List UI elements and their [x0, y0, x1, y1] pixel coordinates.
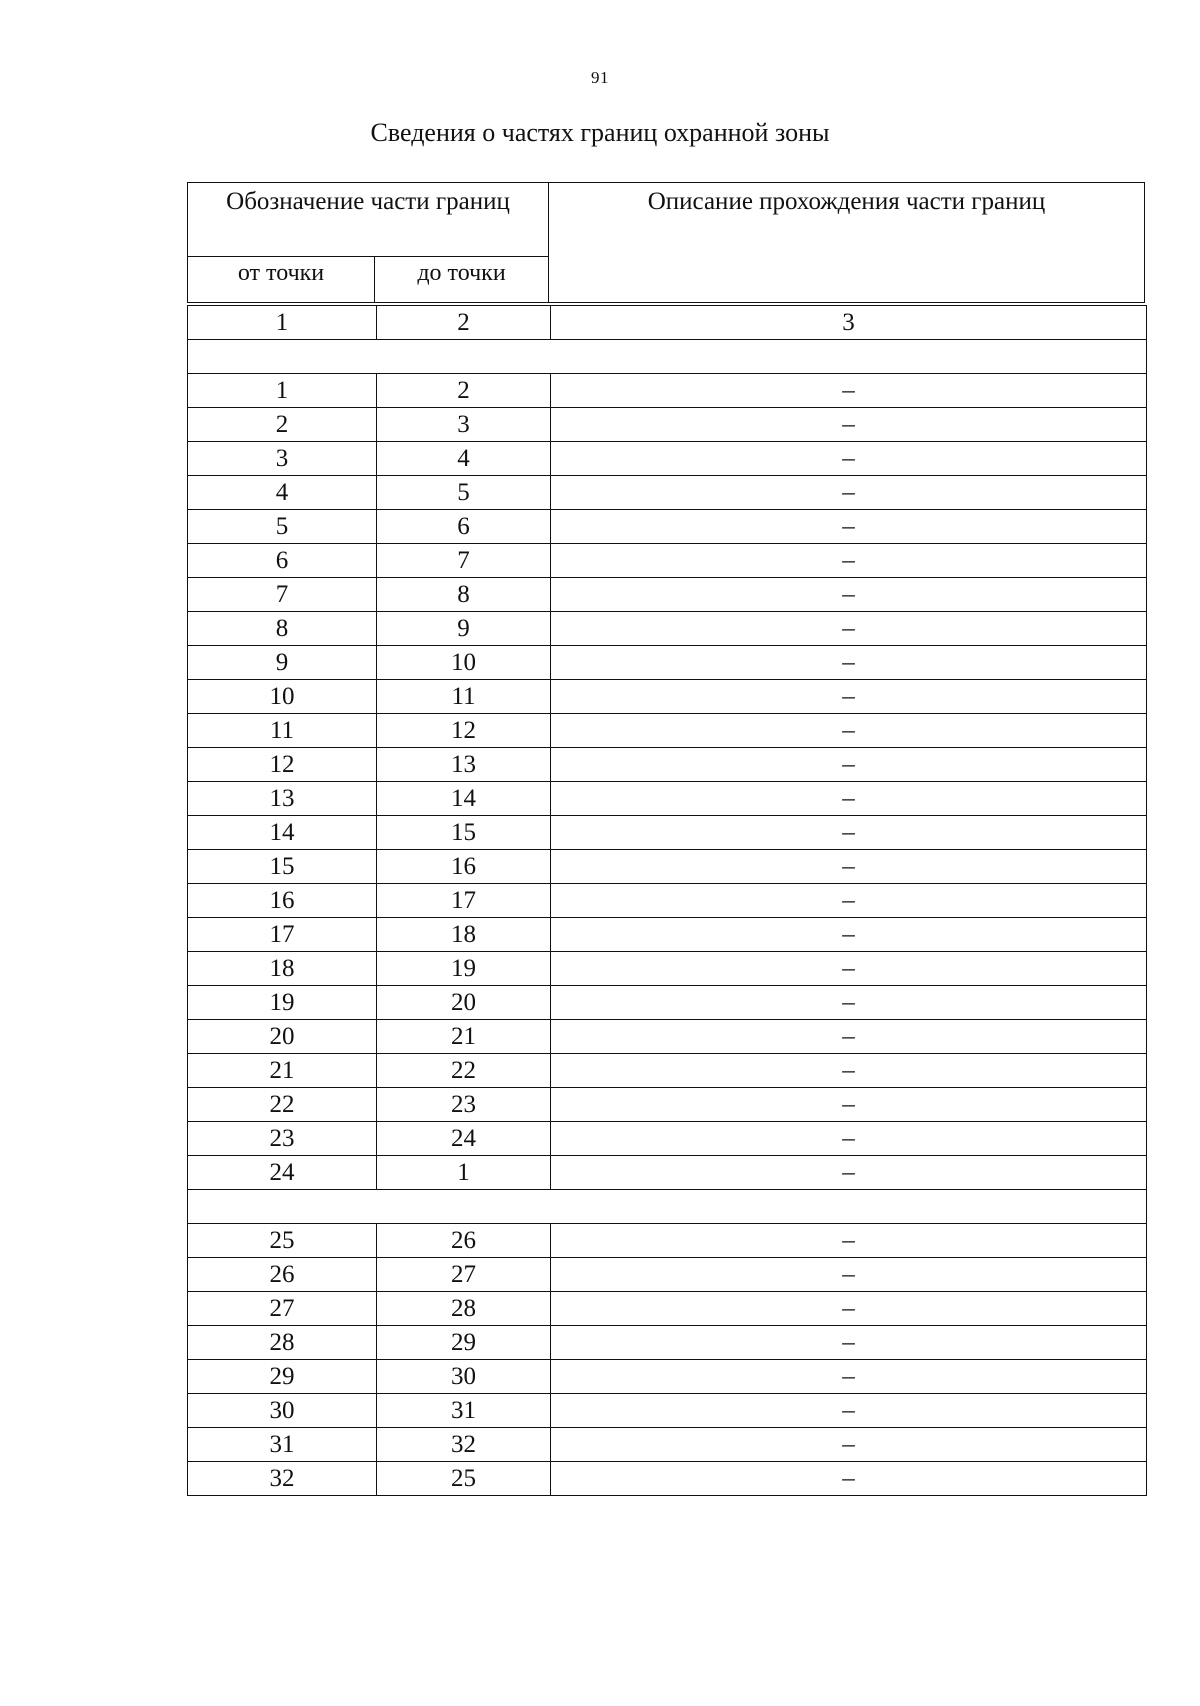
table-row: [188, 782, 1147, 816]
column-number-cell: 1: [188, 306, 377, 340]
description-cell: –: [551, 680, 1147, 714]
table-row: [188, 1428, 1147, 1462]
description-cell: –: [551, 612, 1147, 646]
to-point-cell: 2: [377, 374, 551, 408]
from-point-cell: 23: [188, 1122, 377, 1156]
to-point-cell: 15: [377, 816, 551, 850]
table-row: [188, 544, 1147, 578]
table-row: [188, 1462, 1147, 1496]
description-cell: –: [551, 1326, 1147, 1360]
table-row: [188, 1258, 1147, 1292]
to-point-cell: 13: [377, 748, 551, 782]
table-row: [188, 1394, 1147, 1428]
table-row: [188, 1360, 1147, 1394]
to-point-cell: 24: [377, 1122, 551, 1156]
description-cell: –: [551, 1462, 1147, 1496]
from-point-cell: 26: [188, 1258, 377, 1292]
to-point-cell: 9: [377, 612, 551, 646]
from-point-cell: 16: [188, 884, 377, 918]
to-point-cell: 6: [377, 510, 551, 544]
to-point-cell: 20: [377, 986, 551, 1020]
from-point-cell: 18: [188, 952, 377, 986]
table-row: [188, 408, 1147, 442]
section-separator-cell: [188, 340, 1147, 374]
from-point-cell: 1: [188, 374, 377, 408]
table-row: [188, 612, 1147, 646]
table-row: [188, 748, 1147, 782]
from-point-cell: 30: [188, 1394, 377, 1428]
description-cell: –: [551, 850, 1147, 884]
to-point-cell: 1: [377, 1156, 551, 1190]
to-point-cell: 3: [377, 408, 551, 442]
table-row: [188, 1326, 1147, 1360]
page-number: 91: [591, 68, 609, 87]
column-number-cell: 3: [551, 306, 1147, 340]
description-cell: –: [551, 714, 1147, 748]
from-point-cell: 14: [188, 816, 377, 850]
description-cell: –: [551, 1292, 1147, 1326]
table-row: [188, 646, 1147, 680]
description-cell: –: [551, 918, 1147, 952]
table-row: [188, 1054, 1147, 1088]
from-point-cell: 25: [188, 1224, 377, 1258]
to-point-cell: 7: [377, 544, 551, 578]
table-row: [188, 1156, 1147, 1190]
table-row: [188, 884, 1147, 918]
table-body: [188, 306, 1147, 1496]
to-point-cell: 11: [377, 680, 551, 714]
section-separator-row: [188, 1190, 1147, 1224]
column-number-row: [188, 306, 1147, 340]
description-cell: –: [551, 646, 1147, 680]
description-cell: –: [551, 476, 1147, 510]
table-row: [188, 1224, 1147, 1258]
from-point-cell: 21: [188, 1054, 377, 1088]
to-point-cell: 31: [377, 1394, 551, 1428]
from-point-cell: 31: [188, 1428, 377, 1462]
description-cell: –: [551, 1258, 1147, 1292]
to-point-cell: 26: [377, 1224, 551, 1258]
description-cell: –: [551, 1156, 1147, 1190]
document-title: Сведения о частях границ охранной зоны: [370, 118, 830, 147]
description-cell: –: [551, 1394, 1147, 1428]
to-point-cell: 29: [377, 1326, 551, 1360]
from-point-cell: 15: [188, 850, 377, 884]
description-cell: –: [551, 374, 1147, 408]
from-point-cell: 8: [188, 612, 377, 646]
description-cell: –: [551, 578, 1147, 612]
table-row: [188, 374, 1147, 408]
header-to-point: до точки: [375, 257, 549, 302]
section-separator-cell: [188, 1190, 1147, 1224]
description-cell: –: [551, 1122, 1147, 1156]
description-cell: –: [551, 816, 1147, 850]
table-row: [188, 1292, 1147, 1326]
description-cell: –: [551, 510, 1147, 544]
description-cell: –: [551, 748, 1147, 782]
to-point-cell: 21: [377, 1020, 551, 1054]
description-cell: –: [551, 952, 1147, 986]
from-point-cell: 6: [188, 544, 377, 578]
table-header: [187, 182, 1145, 303]
from-point-cell: 4: [188, 476, 377, 510]
table-row: [188, 952, 1147, 986]
from-point-cell: 20: [188, 1020, 377, 1054]
table-row: [188, 1088, 1147, 1122]
to-point-cell: 5: [377, 476, 551, 510]
from-point-cell: 12: [188, 748, 377, 782]
from-point-cell: 10: [188, 680, 377, 714]
to-point-cell: 16: [377, 850, 551, 884]
to-point-cell: 14: [377, 782, 551, 816]
to-point-cell: 18: [377, 918, 551, 952]
to-point-cell: 4: [377, 442, 551, 476]
from-point-cell: 11: [188, 714, 377, 748]
to-point-cell: 17: [377, 884, 551, 918]
to-point-cell: 25: [377, 1462, 551, 1496]
table-row: [188, 442, 1147, 476]
from-point-cell: 29: [188, 1360, 377, 1394]
description-cell: –: [551, 408, 1147, 442]
table-row: [188, 850, 1147, 884]
to-point-cell: 8: [377, 578, 551, 612]
table-row: [188, 1122, 1147, 1156]
section-separator-row: [188, 340, 1147, 374]
from-point-cell: 9: [188, 646, 377, 680]
table-row: [188, 1020, 1147, 1054]
table-row: [188, 714, 1147, 748]
from-point-cell: 27: [188, 1292, 377, 1326]
from-point-cell: 19: [188, 986, 377, 1020]
header-boundary-designation: Обозначение части границ: [188, 183, 549, 257]
from-point-cell: 28: [188, 1326, 377, 1360]
table-row: [188, 578, 1147, 612]
boundary-parts-table: [187, 305, 1147, 1496]
from-point-cell: 17: [188, 918, 377, 952]
to-point-cell: 12: [377, 714, 551, 748]
from-point-cell: 13: [188, 782, 377, 816]
description-cell: –: [551, 544, 1147, 578]
description-cell: –: [551, 1360, 1147, 1394]
to-point-cell: 10: [377, 646, 551, 680]
description-cell: –: [551, 1054, 1147, 1088]
description-cell: –: [551, 884, 1147, 918]
description-cell: –: [551, 986, 1147, 1020]
description-cell: –: [551, 1224, 1147, 1258]
description-cell: –: [551, 782, 1147, 816]
to-point-cell: 27: [377, 1258, 551, 1292]
header-boundary-description: Описание прохождения части границ: [647, 188, 1046, 215]
from-point-cell: 5: [188, 510, 377, 544]
to-point-cell: 19: [377, 952, 551, 986]
column-number-cell: 2: [377, 306, 551, 340]
table-row: [188, 918, 1147, 952]
table-row: [188, 680, 1147, 714]
from-point-cell: 3: [188, 442, 377, 476]
table-row: [188, 816, 1147, 850]
to-point-cell: 22: [377, 1054, 551, 1088]
to-point-cell: 23: [377, 1088, 551, 1122]
description-cell: –: [551, 1020, 1147, 1054]
to-point-cell: 28: [377, 1292, 551, 1326]
from-point-cell: 2: [188, 408, 377, 442]
description-cell: –: [551, 1428, 1147, 1462]
from-point-cell: 32: [188, 1462, 377, 1496]
table-row: [188, 510, 1147, 544]
from-point-cell: 7: [188, 578, 377, 612]
table-row: [188, 986, 1147, 1020]
description-cell: –: [551, 442, 1147, 476]
to-point-cell: 30: [377, 1360, 551, 1394]
header-from-point: от точки: [188, 257, 375, 302]
to-point-cell: 32: [377, 1428, 551, 1462]
from-point-cell: 22: [188, 1088, 377, 1122]
from-point-cell: 24: [188, 1156, 377, 1190]
description-cell: –: [551, 1088, 1147, 1122]
table-row: [188, 476, 1147, 510]
